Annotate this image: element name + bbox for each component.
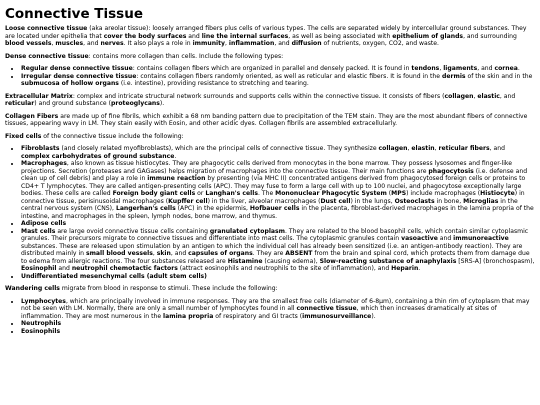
list-item: • Lymphocytes, which are principally involved in immune responses. They are the smallest free cells (diameter of 6-8µm), containing a thin rim of cytoplasm that may not be seen with LM. Normally, there are only a small number of lymphocytes found in all connective tissue, which then increases dramatically at sites of inflammation. They are most numerous in the lamina propria of respiratory and GI tracts (immunosurveillance). (21, 298, 535, 321)
list-item: • Macrophages, also known as tissue histiocytes. They are phagocytic cells derived from monocytes in the bone marrow. They possess lysosomes and finger-like projections. Secretion (proteases and GAGases) helps migration of macrophages into the connective tissue. Their main functions are phagocytosis (i.e. defense and clean up of cell debris) and play a role in immune reaction by presenting (via MHC II) concentrated antigens derived from phagocytosed foreign cells or proteins to CD4+ T lymphocytes. They are called antigen-presenting cells (APC). They may fuse to form a large cell with up to 100 nuclei, and phagocytose exceptionally large bodies. These cells are called Foreign body giant cells or Langhan's cells. The Mononuclear Phagocytic System (MPS) include macrophages (Histiocyte) in connective tissue, perisinusoidal macrophages (Kupffer cell) in the liver, alveolar macrophages (Dust cell) in the lungs, Osteoclasts in bone, Microglias in the central nervous system (CNS), Langerhan's cells (APC) in the epidermis, Hofbauer cells in the placenta, fibroblast-derived macrophages in the lamina propria of the intestine, and macrophages in the spleen, lymph nodes, bone marrow, and thymus. (21, 160, 535, 220)
list-item: • Regular dense connective tissue: contains collagen fibers which are organized in parallel and densely packed. It is found in tendons, ligaments, and cornea. (21, 65, 535, 73)
wandering-cells-paragraph: Wandering cells migrate from blood in response to stimuli. These include the following: (5, 285, 278, 292)
list-item: • Undifferentiated mesenchymal cells (adult stem cells) (21, 273, 535, 281)
list-item: • Mast cells are large ovoid connective tissue cells containing granulated cytoplasm. They are related to the blood basophil cells, which contain similar cytoplasmic granules. Their precursors migrate to connective tissues and differentiate into mast cells. The cytoplasmic granules contain vasoactive and immunoreactive substances. These are released upon stimulation by an antigen to which the individual cell has already been sensitized (i.e. an antigen-antibody reaction). They are distributed mainly in small blood vessels, skin, and capsules of organs. They are ABSENT from the brain and spinal cord, which protects them from damage due to edema from allergic reactions. The four substances released are Histamine (causing edema), Slow-reacting substance of anaphylaxis [SRS-A] (bronchospasm), Eosinophil and neutrophil chemotactic factors (attract eosinophils and neutrophils to the site of inflammation), and Heparin. (21, 228, 535, 273)
page-title: Connective Tissue (5, 6, 143, 22)
fixed-cells-list (5, 145, 535, 280)
dense-paragraph: Dense connective tissue: contains more collagen than cells. Include the following types: (5, 52, 284, 60)
list-item: • Adipose cells (21, 220, 535, 228)
list-item: • Neutrophils (21, 320, 535, 328)
list-item: • Fibroblasts (and closely related myofibroblasts), which are the principal cells of connective tissue. They synthesize collagen, elastin, reticular fibers, and complex carbohydrates of ground substance. (21, 145, 535, 160)
list-item: • Eosinophils (21, 328, 535, 336)
fixed-cells-paragraph: Fixed cells of the connective tissue include the following: (5, 132, 184, 140)
dense-types-list (5, 65, 535, 88)
list-item: • Irregular dense connective tissue: contains collagen fibers randomly oriented, as well as reticular and elastic fibers. It is found in the dermis of the skin and in the submucosa of hollow organs (i.e. intestine), providing resistance to stretching and tearing. (21, 73, 535, 88)
intro-paragraph: Loose connective tissue (aka areolar tissue): loosely arranged fibers plus cells of various types. The cells are separated widely by intercellular ground substances. They are located under epithelia that cover the body surfaces and line the internal surfaces, as well as being associated with epithelium of glands, and surrounding blood vessels, muscles, and nerves. It also plays a role in immunity, inflammation, and diffusion of nutrients, oxygen, CO2, and waste. (5, 25, 527, 47)
collagen-paragraph: Collagen Fibers are made up of fine fibrils, which exhibit a 68 nm banding pattern due to precipitation of the TEM stain. They are the most abundant fibers of connective tissues, appearing wavy in LM. They stain easily with Eosin, and other acidic dyes. Collagen fibrils are assembled extracellularly. (5, 112, 528, 127)
matrix-paragraph: Extracellular Matrix: complex and intricate structural network surrounds and supports cells within the connective tissue. It consists of fibers (collagen, elastic, and reticular) and ground substance (proteoglycans). (5, 92, 516, 107)
wandering-cells-list (5, 298, 535, 336)
